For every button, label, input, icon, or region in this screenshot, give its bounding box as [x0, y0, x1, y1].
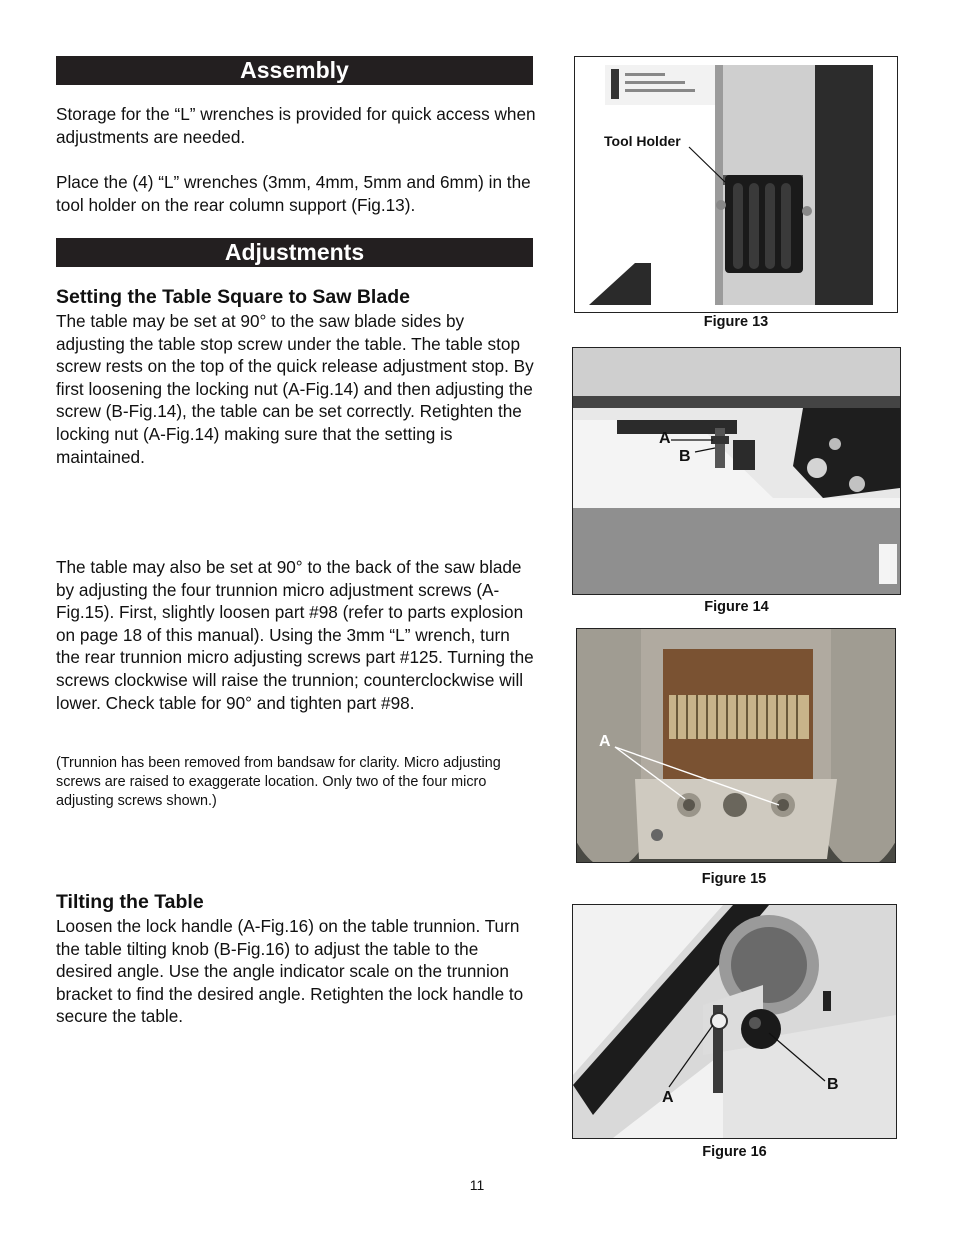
figure-15-caption: Figure 15: [701, 871, 767, 887]
figure-13-photo: [574, 56, 898, 313]
square-paragraph-1: The table may be set at 90° to the saw blade sides by adjusting the table stop screw under the table. The table stop screw rests on the top of the quick release adjustment stop. By first loosening the locking nut (A-Fig.14) and then adjusting the screw (B-Fig.14), the table can be set correctly. Retighten the locking nut (A-Fig.14) making sure that the setting is maintained.: [56, 311, 534, 467]
figure-16-photo: [572, 904, 897, 1139]
trunnion-note: (Trunnion has been removed from bandsaw for clarity. Micro adjusting screws are raised to exaggerate location. Only two of the four micro adjusting screws shown.): [56, 755, 501, 809]
figure-13-caption: Figure 13: [703, 314, 769, 330]
page-number: 11: [469, 1177, 485, 1193]
figure-16-label-a: A: [662, 1089, 674, 1106]
tilting-paragraph: Loosen the lock handle (A-Fig.16) on the table trunnion. Turn the table tilting knob (B-Fig.16) to adjust the table to the desired angle. Use the angle indicator scale on the trunnion bracket to find the desired angle. Retighten the lock handle to secure the table.: [56, 916, 524, 1027]
assembly-paragraph-2: Place the (4) “L” wrenches (3mm, 4mm, 5mm and 6mm) in the tool holder on the rear column support (Fig.13).: [56, 172, 531, 215]
assembly-paragraph-1: Storage for the “L” wrenches is provided for quick access when adjustments are needed.: [56, 104, 536, 147]
figure-15-photo: [576, 628, 896, 863]
figure-15-label-a: A: [599, 733, 611, 750]
square-paragraph-2: The table may also be set at 90° to the back of the saw blade by adjusting the four trunnion micro adjustment screws (A-Fig.15). First, slightly loosen part #98 (refer to parts explosion on page 18 of this manual). Using the 3mm “L” wrench, turn the rear trunnion micro adjusting screws part #125. Turning the screws clockwise will raise the trunnion; counterclockwise will lower. Check table for 90° and tighten part #98.: [56, 557, 534, 713]
assembly-heading: Assembly: [56, 56, 533, 85]
figure-13-tool-holder-label: Tool Holder: [604, 133, 681, 149]
tilting-section-title: Tilting the Table: [56, 891, 204, 913]
figure-14-label-b: B: [679, 448, 691, 465]
figure-14-label-a: A: [659, 430, 671, 447]
figure-16-caption: Figure 16: [702, 1144, 767, 1160]
figure-16-label-b: B: [827, 1076, 839, 1093]
adjustments-heading: Adjustments: [56, 238, 533, 267]
figure-14-caption: Figure 14: [704, 599, 769, 615]
figure-14-photo: [572, 347, 901, 595]
square-section-title: Setting the Table Square to Saw Blade: [56, 286, 410, 308]
